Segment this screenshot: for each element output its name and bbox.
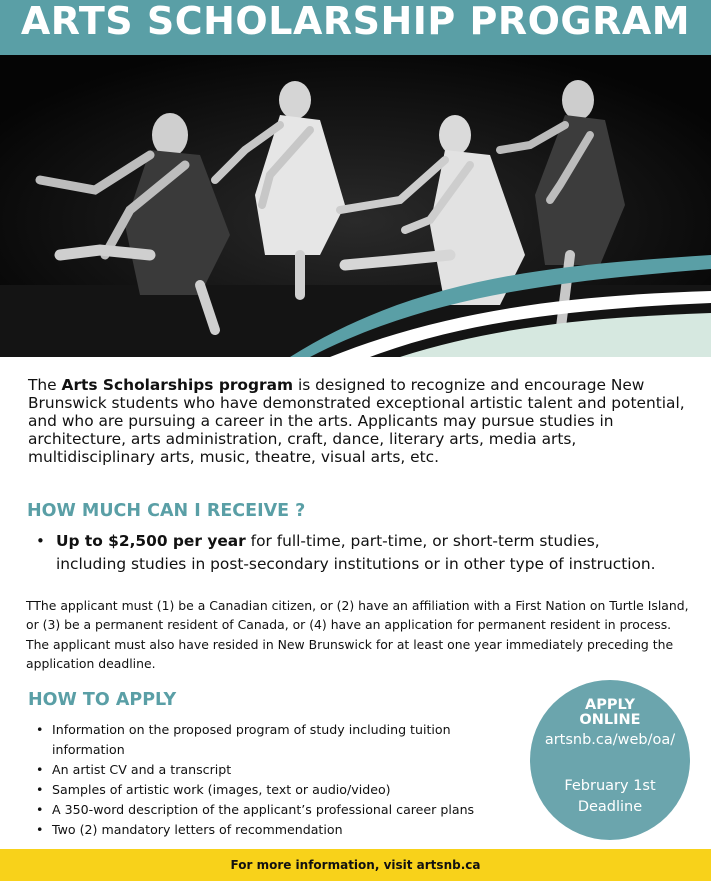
receive-heading: HOW MUCH CAN I RECEIVE ?	[27, 501, 306, 521]
amount-detail: including studies in post-secondary institutions or in other type of instruction.	[56, 555, 656, 573]
apply-requirements-list	[36, 720, 506, 840]
amount-value: Up to $2,500 per year	[56, 532, 246, 550]
apply-online-label: APPLY ONLINE	[579, 697, 641, 728]
page-title: ARTS SCHOLARSHIP PROGRAM	[20, 0, 691, 43]
amount-bullet: • Up to $2,500 per year for full-time, part-time, or short-term studies, including studies in post-secondary institutions or in other type of instruction.	[36, 530, 676, 576]
program-name: Arts Scholarships program	[61, 376, 294, 394]
list-item: • Two (2) mandatory letters of recommendation	[36, 822, 343, 837]
title-banner	[0, 0, 711, 55]
apply-heading: HOW TO APPLY	[28, 690, 177, 710]
footer-link[interactable]: For more information, visit artsnb.ca	[230, 858, 481, 872]
dancers-photo	[0, 55, 711, 357]
eligibility-paragraph: TThe applicant must (1) be a Canadian citizen, or (2) have an affiliation with a First Nation on Turtle Island, or (3) be a permanent resident of Canada, or (4) have an application for permanent resident in process. The applicant must also have resided in New Brunswick for at least one year immediately preceding the application deadline.	[26, 598, 689, 672]
apply-online-badge[interactable]	[530, 680, 690, 840]
list-item: • A 350-word description of the applicant’s professional career plans	[36, 802, 475, 817]
list-item: • Samples of artistic work (images, text or audio/video)	[36, 782, 391, 797]
apply-url-link[interactable]: artsnb.ca/web/oa/	[544, 732, 676, 748]
footer-banner	[0, 849, 711, 881]
bullet-icon: •	[36, 532, 45, 550]
deadline-text: February 1st Deadline	[564, 778, 656, 815]
intro-paragraph: The Arts Scholarships program is designed to recognize and encourage New Brunswick students who have demonstrated exceptional artistic talent and potential, and who are pursuing a career in the arts. Applicants may pursue studies in architecture, arts administration, craft, dance, literary arts, media arts, multidisciplinary arts, music, theatre, visual arts, etc.	[28, 376, 685, 466]
list-item: • An artist CV and a transcript	[36, 762, 232, 777]
list-item: • Information on the proposed program of study including tuition information	[36, 722, 451, 757]
